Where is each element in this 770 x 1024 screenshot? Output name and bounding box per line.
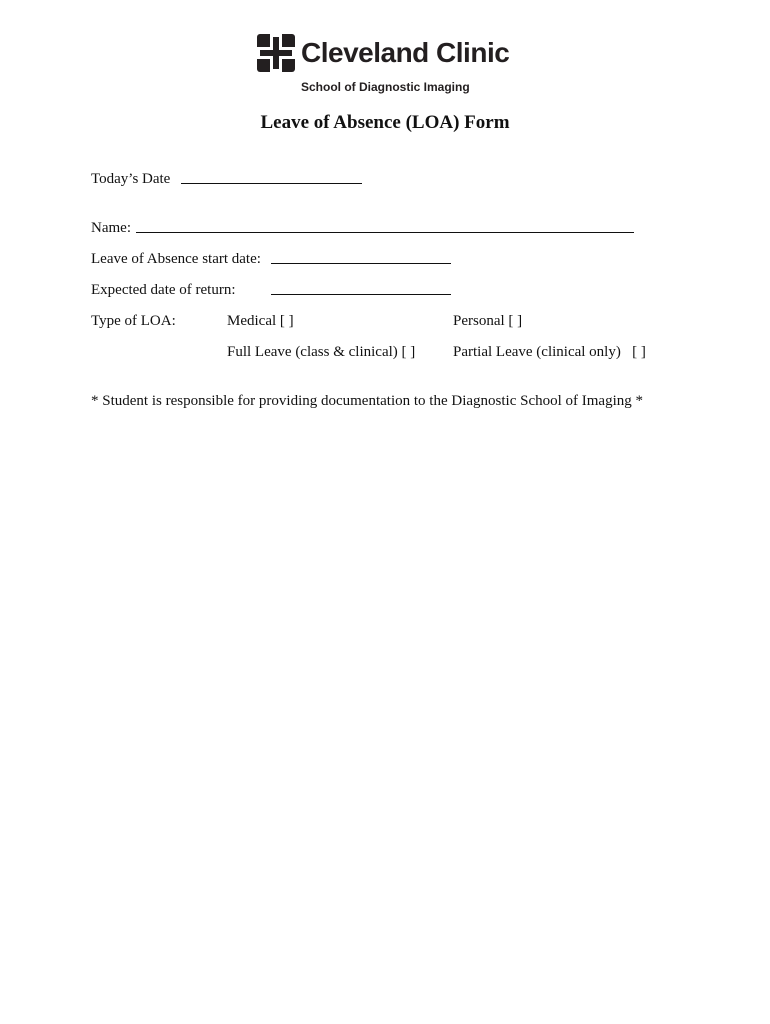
logo bbox=[257, 34, 517, 100]
partial-leave-checkbox[interactable]: Partial Leave (clinical only) [ ] bbox=[453, 344, 646, 360]
full-leave-checkbox[interactable]: Full Leave (class & clinical) [ ] bbox=[227, 344, 416, 360]
logo-subtitle: School of Diagnostic Imaging bbox=[301, 80, 470, 94]
personal-checkbox[interactable]: Personal [ ] bbox=[453, 313, 523, 329]
name-label: Name: bbox=[91, 220, 131, 236]
form-title: Leave of Absence (LOA) Form bbox=[260, 112, 510, 133]
todays-date-field[interactable] bbox=[181, 183, 362, 184]
return-date-field[interactable] bbox=[271, 294, 451, 295]
medical-checkbox[interactable]: Medical [ ] bbox=[227, 313, 294, 329]
logo-name: Cleveland Clinic bbox=[301, 37, 510, 68]
cleveland-clinic-cross-icon bbox=[257, 34, 295, 72]
todays-date-label: Today’s Date bbox=[91, 171, 171, 187]
documentation-note: * Student is responsible for providing documentation to the Diagnostic School of Imaging * bbox=[91, 393, 644, 409]
start-date-field[interactable] bbox=[271, 263, 451, 264]
name-field[interactable] bbox=[136, 232, 634, 233]
loa-type-label: Type of LOA: bbox=[91, 313, 176, 329]
return-date-label: Expected date of return: bbox=[91, 282, 236, 298]
start-date-label: Leave of Absence start date: bbox=[91, 251, 261, 267]
